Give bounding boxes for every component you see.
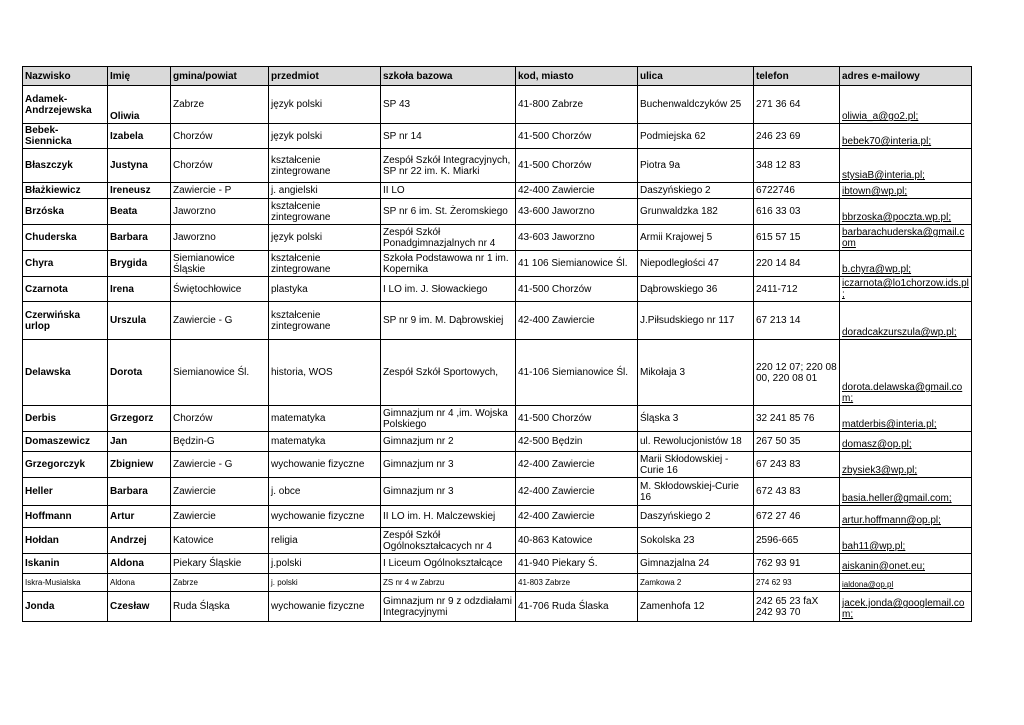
cell-kod-miasto: 41-800 Zabrze bbox=[516, 86, 638, 124]
cell-imie: Zbigniew bbox=[108, 452, 171, 478]
cell-imie: Justyna bbox=[108, 149, 171, 183]
cell-gmina: Zawiercie bbox=[171, 506, 269, 528]
table-row bbox=[23, 592, 972, 622]
cell-ulica: Daszyńskiego 2 bbox=[638, 183, 754, 199]
cell-imie: Artur bbox=[108, 506, 171, 528]
cell-nazwisko: Czarnota bbox=[23, 277, 108, 302]
cell-imie: Izabela bbox=[108, 124, 171, 149]
cell-email[interactable]: b.chyra@wp.pl; bbox=[840, 251, 972, 277]
cell-przedmiot: kształcenie zintegrowane bbox=[269, 251, 381, 277]
cell-przedmiot: język polski bbox=[269, 86, 381, 124]
col-header-imie: Imię bbox=[108, 67, 171, 86]
cell-ulica: Mikołaja 3 bbox=[638, 340, 754, 406]
cell-gmina: Zawiercie - G bbox=[171, 452, 269, 478]
cell-email[interactable]: iczarnota@lo1chorzow.ids.pl; bbox=[840, 277, 972, 302]
cell-przedmiot: j. angielski bbox=[269, 183, 381, 199]
table-row bbox=[23, 432, 972, 452]
cell-email[interactable]: domasz@op.pl; bbox=[840, 432, 972, 452]
cell-szkola: Gimnazjum nr 9 z odzdiałami Integracyjnymi bbox=[381, 592, 516, 622]
cell-email[interactable]: zbysiek3@wp.pl; bbox=[840, 452, 972, 478]
cell-szkola: Zespół Szkół Ogólnokształcacych nr 4 bbox=[381, 528, 516, 554]
cell-szkola: SP nr 6 im. St. Żeromskiego bbox=[381, 199, 516, 225]
contacts-table bbox=[22, 66, 972, 622]
cell-email[interactable]: bah11@wp.pl; bbox=[840, 528, 972, 554]
cell-ulica: Daszyńskiego 2 bbox=[638, 506, 754, 528]
cell-kod-miasto: 41-500 Chorzów bbox=[516, 149, 638, 183]
cell-ulica: ul. Rewolucjonistów 18 bbox=[638, 432, 754, 452]
cell-przedmiot: j. polski bbox=[269, 574, 381, 592]
table-row bbox=[23, 149, 972, 183]
cell-email[interactable]: oliwia_a@go2.pl; bbox=[840, 86, 972, 124]
cell-telefon: 242 65 23 faX 242 93 70 bbox=[754, 592, 840, 622]
cell-imie: Andrzej bbox=[108, 528, 171, 554]
col-header-nazwisko: Nazwisko bbox=[23, 67, 108, 86]
cell-email[interactable]: stysiaB@interia.pl; bbox=[840, 149, 972, 183]
cell-nazwisko: Hoffmann bbox=[23, 506, 108, 528]
cell-nazwisko: Derbis bbox=[23, 406, 108, 432]
cell-telefon: 762 93 91 bbox=[754, 554, 840, 574]
cell-telefon: 615 57 15 bbox=[754, 225, 840, 251]
cell-imie: Barbara bbox=[108, 478, 171, 506]
cell-nazwisko: Iskanin bbox=[23, 554, 108, 574]
table-row bbox=[23, 574, 972, 592]
cell-kod-miasto: 43-603 Jaworzno bbox=[516, 225, 638, 251]
cell-gmina: Siemianowice Śląskie bbox=[171, 251, 269, 277]
cell-imie: Oliwia bbox=[108, 86, 171, 124]
cell-telefon: 271 36 64 bbox=[754, 86, 840, 124]
cell-gmina: Zabrze bbox=[171, 86, 269, 124]
cell-kod-miasto: 41-803 Zabrze bbox=[516, 574, 638, 592]
cell-imie: Ireneusz bbox=[108, 183, 171, 199]
table-row bbox=[23, 124, 972, 149]
cell-szkola: Zespół Szkół Integracyjnych, SP nr 22 im. K. Miarki bbox=[381, 149, 516, 183]
table-row bbox=[23, 528, 972, 554]
cell-email[interactable]: bebek70@interia.pl; bbox=[840, 124, 972, 149]
table-row bbox=[23, 251, 972, 277]
cell-gmina: Jaworzno bbox=[171, 199, 269, 225]
table-row bbox=[23, 302, 972, 340]
cell-telefon: 2411-712 bbox=[754, 277, 840, 302]
cell-kod-miasto: 41-706 Ruda Ślaska bbox=[516, 592, 638, 622]
cell-kod-miasto: 42-400 Zawiercie bbox=[516, 302, 638, 340]
cell-telefon: 6722746 bbox=[754, 183, 840, 199]
cell-telefon: 67 243 83 bbox=[754, 452, 840, 478]
cell-przedmiot: wychowanie fizyczne bbox=[269, 592, 381, 622]
cell-imie: Dorota bbox=[108, 340, 171, 406]
cell-kod-miasto: 42-400 Zawiercie bbox=[516, 183, 638, 199]
cell-imie: Jan bbox=[108, 432, 171, 452]
cell-gmina: Siemianowice Śl. bbox=[171, 340, 269, 406]
cell-imie: Beata bbox=[108, 199, 171, 225]
cell-nazwisko: Adamek-Andrzejewska bbox=[23, 86, 108, 124]
cell-email[interactable]: bbrzoska@poczta.wp.pl; bbox=[840, 199, 972, 225]
cell-kod-miasto: 41-106 Siemianowice Śl. bbox=[516, 340, 638, 406]
cell-ulica: Podmiejska 62 bbox=[638, 124, 754, 149]
cell-nazwisko: Jonda bbox=[23, 592, 108, 622]
cell-gmina: Piekary Śląskie bbox=[171, 554, 269, 574]
cell-kod-miasto: 42-400 Zawiercie bbox=[516, 478, 638, 506]
cell-telefon: 274 62 93 bbox=[754, 574, 840, 592]
cell-ulica: Buchenwaldczyków 25 bbox=[638, 86, 754, 124]
col-header-email: adres e-mailowy bbox=[840, 67, 972, 86]
cell-nazwisko: Brzóska bbox=[23, 199, 108, 225]
cell-email[interactable]: barbarachuderska@gmail.com bbox=[840, 225, 972, 251]
cell-ulica: Zamenhofa 12 bbox=[638, 592, 754, 622]
cell-szkola: Zespół Szkół Sportowych, bbox=[381, 340, 516, 406]
cell-gmina: Będzin-G bbox=[171, 432, 269, 452]
cell-gmina: Chorzów bbox=[171, 124, 269, 149]
cell-telefon: 220 14 84 bbox=[754, 251, 840, 277]
cell-gmina: Jaworzno bbox=[171, 225, 269, 251]
table-row bbox=[23, 199, 972, 225]
cell-nazwisko: Domaszewicz bbox=[23, 432, 108, 452]
cell-przedmiot: wychowanie fizyczne bbox=[269, 452, 381, 478]
cell-email[interactable]: aiskanin@onet.eu; bbox=[840, 554, 972, 574]
cell-szkola: Gimnazjum nr 4 ,im. Wojska Polskiego bbox=[381, 406, 516, 432]
cell-ulica: Marii Skłodowskiej - Curie 16 bbox=[638, 452, 754, 478]
col-header-kod-miasto: kod, miasto bbox=[516, 67, 638, 86]
col-header-przedmiot: przedmiot bbox=[269, 67, 381, 86]
cell-gmina: Świętochłowice bbox=[171, 277, 269, 302]
cell-telefon: 672 43 83 bbox=[754, 478, 840, 506]
cell-ulica: J.Piłsudskiego nr 117 bbox=[638, 302, 754, 340]
cell-szkola: II LO bbox=[381, 183, 516, 199]
cell-imie: Brygida bbox=[108, 251, 171, 277]
cell-email[interactable]: basia.heller@gmail.com; bbox=[840, 478, 972, 506]
cell-przedmiot: matematyka bbox=[269, 432, 381, 452]
cell-nazwisko: Delawska bbox=[23, 340, 108, 406]
table-body bbox=[23, 86, 972, 622]
cell-szkola: II LO im. H. Malczewskiej bbox=[381, 506, 516, 528]
cell-nazwisko: Chuderska bbox=[23, 225, 108, 251]
cell-imie: Aldona bbox=[108, 554, 171, 574]
cell-telefon: 616 33 03 bbox=[754, 199, 840, 225]
cell-kod-miasto: 42-400 Zawiercie bbox=[516, 506, 638, 528]
cell-email[interactable]: ialdona@op.pl bbox=[840, 574, 972, 592]
cell-przedmiot: kształcenie zintegrowane bbox=[269, 199, 381, 225]
table-row bbox=[23, 506, 972, 528]
cell-kod-miasto: 40-863 Katowice bbox=[516, 528, 638, 554]
table-row bbox=[23, 340, 972, 406]
cell-kod-miasto: 42-500 Będzin bbox=[516, 432, 638, 452]
cell-imie: Grzegorz bbox=[108, 406, 171, 432]
cell-imie: Aldona bbox=[108, 574, 171, 592]
cell-szkola: Gimnazjum nr 2 bbox=[381, 432, 516, 452]
cell-nazwisko: Hołdan bbox=[23, 528, 108, 554]
table-row bbox=[23, 406, 972, 432]
cell-telefon: 672 27 46 bbox=[754, 506, 840, 528]
cell-ulica: Armii Krajowej 5 bbox=[638, 225, 754, 251]
cell-szkola: SP nr 9 im. M. Dąbrowskiej bbox=[381, 302, 516, 340]
cell-przedmiot: język polski bbox=[269, 225, 381, 251]
cell-telefon: 32 241 85 76 bbox=[754, 406, 840, 432]
table-row bbox=[23, 86, 972, 124]
cell-ulica: Sokolska 23 bbox=[638, 528, 754, 554]
cell-email[interactable]: doradcakzurszula@wp.pl; bbox=[840, 302, 972, 340]
cell-przedmiot: j.polski bbox=[269, 554, 381, 574]
cell-email[interactable]: matderbis@interia.pl; bbox=[840, 406, 972, 432]
cell-telefon: 220 12 07; 220 08 00, 220 08 01 bbox=[754, 340, 840, 406]
cell-szkola: SP 43 bbox=[381, 86, 516, 124]
cell-ulica: Zamkowa 2 bbox=[638, 574, 754, 592]
cell-gmina: Zawiercie bbox=[171, 478, 269, 506]
col-header-telefon: telefon bbox=[754, 67, 840, 86]
table-row bbox=[23, 452, 972, 478]
header-row bbox=[23, 67, 972, 86]
cell-email[interactable]: artur.hoffmann@op.pl; bbox=[840, 506, 972, 528]
col-header-szkola: szkoła bazowa bbox=[381, 67, 516, 86]
cell-nazwisko: Chyra bbox=[23, 251, 108, 277]
cell-przedmiot: matematyka bbox=[269, 406, 381, 432]
cell-przedmiot: kształcenie zintegrowane bbox=[269, 302, 381, 340]
cell-gmina: Chorzów bbox=[171, 149, 269, 183]
cell-ulica: Niepodległości 47 bbox=[638, 251, 754, 277]
cell-nazwisko: Iskra-Musialska bbox=[23, 574, 108, 592]
cell-nazwisko: Błażkiewicz bbox=[23, 183, 108, 199]
cell-przedmiot: wychowanie fizyczne bbox=[269, 506, 381, 528]
cell-szkola: Gimnazjum nr 3 bbox=[381, 452, 516, 478]
cell-kod-miasto: 43-600 Jaworzno bbox=[516, 199, 638, 225]
cell-nazwisko: Błaszczyk bbox=[23, 149, 108, 183]
cell-kod-miasto: 42-400 Zawiercie bbox=[516, 452, 638, 478]
cell-email[interactable]: dorota.delawska@gmail.com; bbox=[840, 340, 972, 406]
cell-szkola: I LO im. J. Słowackiego bbox=[381, 277, 516, 302]
cell-przedmiot: religia bbox=[269, 528, 381, 554]
cell-kod-miasto: 41-500 Chorzów bbox=[516, 406, 638, 432]
cell-nazwisko: Bebek-Siennicka bbox=[23, 124, 108, 149]
cell-gmina: Ruda Śląska bbox=[171, 592, 269, 622]
cell-szkola: ZS nr 4 w Zabrzu bbox=[381, 574, 516, 592]
cell-ulica: M. Skłodowskiej-Curie 16 bbox=[638, 478, 754, 506]
cell-kod-miasto: 41-500 Chorzów bbox=[516, 124, 638, 149]
cell-email[interactable]: jacek.jonda@googlemail.com; bbox=[840, 592, 972, 622]
cell-ulica: Gimnazjalna 24 bbox=[638, 554, 754, 574]
cell-szkola: Szkoła Podstawowa nr 1 im. Kopernika bbox=[381, 251, 516, 277]
cell-ulica: Grunwaldzka 182 bbox=[638, 199, 754, 225]
cell-przedmiot: historia, WOS bbox=[269, 340, 381, 406]
cell-telefon: 67 213 14 bbox=[754, 302, 840, 340]
cell-telefon: 267 50 35 bbox=[754, 432, 840, 452]
col-header-ulica: ulica bbox=[638, 67, 754, 86]
cell-telefon: 348 12 83 bbox=[754, 149, 840, 183]
cell-telefon: 2596-665 bbox=[754, 528, 840, 554]
table-row bbox=[23, 478, 972, 506]
cell-nazwisko: Heller bbox=[23, 478, 108, 506]
cell-kod-miasto: 41 106 Siemianowice Śl. bbox=[516, 251, 638, 277]
cell-szkola: I Liceum Ogólnokształcące bbox=[381, 554, 516, 574]
cell-imie: Irena bbox=[108, 277, 171, 302]
table-row bbox=[23, 183, 972, 199]
cell-szkola: Zespół Szkół Ponadgimnazjalnych nr 4 bbox=[381, 225, 516, 251]
cell-imie: Urszula bbox=[108, 302, 171, 340]
cell-przedmiot: j. obce bbox=[269, 478, 381, 506]
table-row bbox=[23, 277, 972, 302]
cell-gmina: Zabrze bbox=[171, 574, 269, 592]
cell-przedmiot: kształcenie zintegrowane bbox=[269, 149, 381, 183]
cell-ulica: Piotra 9a bbox=[638, 149, 754, 183]
cell-przedmiot: język polski bbox=[269, 124, 381, 149]
cell-kod-miasto: 41-940 Piekary Ś. bbox=[516, 554, 638, 574]
cell-email[interactable]: ibtown@wp.pl; bbox=[840, 183, 972, 199]
cell-telefon: 246 23 69 bbox=[754, 124, 840, 149]
col-header-gmina: gmina/powiat bbox=[171, 67, 269, 86]
cell-gmina: Chorzów bbox=[171, 406, 269, 432]
table-row bbox=[23, 554, 972, 574]
cell-imie: Barbara bbox=[108, 225, 171, 251]
cell-nazwisko: Czerwińska urlop bbox=[23, 302, 108, 340]
cell-szkola: SP nr 14 bbox=[381, 124, 516, 149]
cell-szkola: Gimnazjum nr 3 bbox=[381, 478, 516, 506]
table-row bbox=[23, 225, 972, 251]
cell-nazwisko: Grzegorczyk bbox=[23, 452, 108, 478]
cell-przedmiot: plastyka bbox=[269, 277, 381, 302]
cell-imie: Czesław bbox=[108, 592, 171, 622]
cell-kod-miasto: 41-500 Chorzów bbox=[516, 277, 638, 302]
cell-gmina: Zawiercie - G bbox=[171, 302, 269, 340]
cell-gmina: Katowice bbox=[171, 528, 269, 554]
cell-gmina: Zawiercie - P bbox=[171, 183, 269, 199]
cell-ulica: Śląska 3 bbox=[638, 406, 754, 432]
cell-ulica: Dąbrowskiego 36 bbox=[638, 277, 754, 302]
